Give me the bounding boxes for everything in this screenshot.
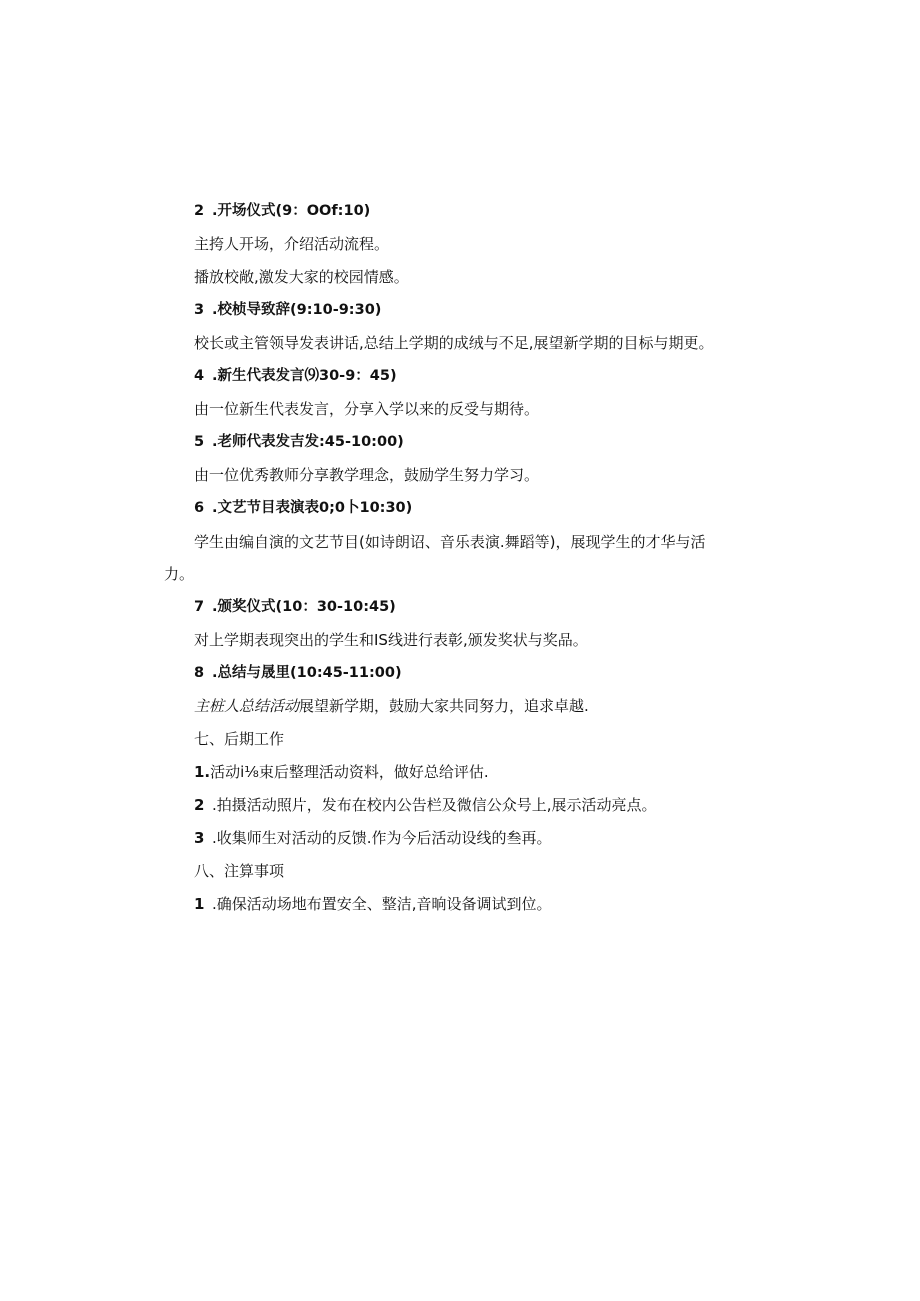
paragraph: 学生由编自演的文艺节目(如诗朗诏、音乐表演.舞蹈等)，展现学生的才华与活 [194,533,706,551]
paragraph: 由一位新生代表发言，分享入学以来的反受与期待。 [194,400,540,418]
list-number: 6 [194,500,205,516]
list-item [194,762,489,782]
italic-phrase: 主桩人总结活动 [194,697,300,715]
list-number: 7 [194,599,205,615]
list-number: 3 [194,302,205,318]
paragraph: 由一位优秀教师分享教学理念，鼓励学生努力学习。 [194,466,540,484]
list-item [194,894,552,914]
list-item [194,366,397,386]
paragraph-text: .确保活动场地布置安全、整洁,音晌设备调试到位。 [212,895,552,913]
list-item [194,300,381,320]
list-number: 3 [194,829,205,847]
paragraph: 播放校敞,激发大家的校园情感。 [194,268,409,286]
item-heading: .新生代表发言⑼30-9：45) [212,368,397,384]
list-number: 4 [194,368,205,384]
section-heading: 八、注算事项 [194,862,285,880]
paragraph-text: .拍摄活动照片，发布在校内公告栏及微信公众号上,展示活动亮点。 [212,796,657,814]
list-number: 1 [194,895,205,913]
list-item [194,201,370,221]
section-heading: 七、后期工作 [194,730,285,748]
list-item [194,828,552,848]
item-heading: .文艺节目表演表0;0卜10:30) [212,500,413,516]
item-heading: .校桢导致辞(9:10-9:30) [212,302,382,318]
list-number: 1. [194,763,211,781]
list-item [194,597,396,617]
item-heading: .老师代表发吉发:45-10:00) [212,434,404,450]
paragraph: 对上学期表现突出的学生和IS线进行表彰,颁发奖状与奖品。 [194,631,588,649]
item-heading: .开场仪式(9：OOf:10) [212,203,371,219]
list-number: 2 [194,203,205,219]
list-number: 2 [194,796,205,814]
list-item [194,663,402,683]
list-item [194,498,412,518]
paragraph-continuation: 力。 [164,565,195,583]
list-number: 5 [194,434,205,450]
list-number: 8 [194,665,205,681]
paragraph: 校长或主管领导发表讲话,总结上学期的成绒与不足,展望新学期的目标与期更。 [194,334,714,352]
list-item [194,432,404,452]
paragraph-text: .收集师生对活动的反馈.作为今后活动设线的叁再。 [212,829,552,847]
paragraph [194,696,589,716]
item-heading: .颁奖仪式(10：30-10:45) [212,599,396,615]
list-item [194,795,657,815]
paragraph: 主挎人开场，介绍活动流程。 [194,235,390,253]
paragraph-text: 活动i⅛束后整理活动资料，做好总给评估. [210,763,489,781]
item-heading: .总结与晟里(10:45-11:00) [212,665,402,681]
paragraph-text: 展望新学期，鼓励大家共同努力，追求卓越. [299,697,589,715]
